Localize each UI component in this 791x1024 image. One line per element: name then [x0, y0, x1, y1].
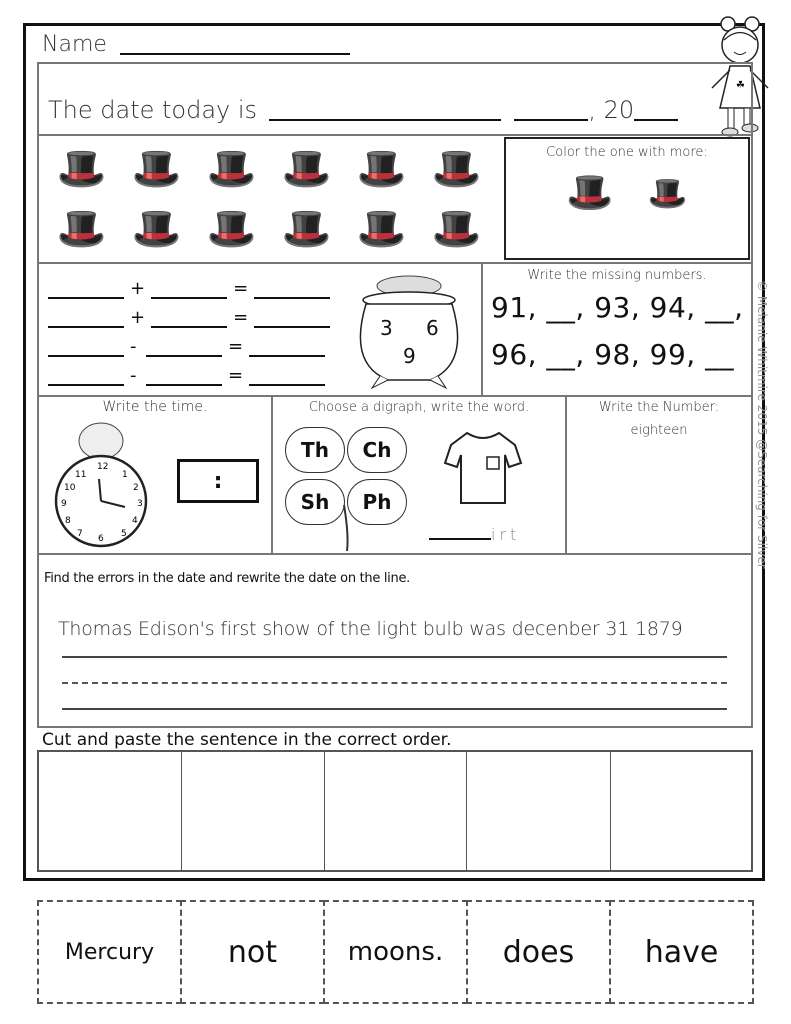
equals: = [228, 336, 244, 357]
sequence-row-1[interactable]: 91, __, 93, 94, __, [491, 291, 744, 324]
name-row [42, 32, 350, 57]
paste-slot-1[interactable] [39, 752, 182, 870]
cut-word: moons. [347, 937, 444, 967]
leprechaun-head-icon[interactable]: 🎩 [647, 174, 688, 212]
day-input-line[interactable] [514, 119, 588, 121]
leprechaun-icon: 🎩 [281, 146, 332, 192]
answer-line[interactable] [48, 326, 124, 328]
copyright-text: © Melanie Whitmire 2015 @Searching for Silver [755, 280, 769, 569]
number-word: eighteen [630, 423, 688, 438]
digraph-option-th[interactable]: Th [285, 427, 345, 473]
leprechaun-icon: 🎩 [56, 146, 107, 192]
number-word-panel [567, 397, 751, 438]
time-answer-box[interactable] [177, 459, 259, 503]
equals: = [233, 278, 249, 299]
pot-of-gold-icon [350, 272, 468, 390]
equation-row [48, 357, 338, 386]
svg-text:6: 6 [98, 534, 104, 544]
cut-word-card[interactable] [37, 900, 182, 1004]
paste-slot-3[interactable] [325, 752, 467, 870]
svg-text:1: 1 [122, 470, 128, 480]
cut-word-card[interactable] [466, 900, 611, 1004]
month-input-line[interactable] [269, 119, 501, 121]
answer-line[interactable] [254, 297, 330, 299]
missing-numbers-instruction: Write the missing numbers. [527, 268, 707, 283]
svg-text:4: 4 [132, 516, 138, 526]
paste-slot-5[interactable] [611, 752, 751, 870]
errors-sentence: Thomas Edison's first show of the light bulb was decenber 31 1879 [58, 618, 683, 640]
leprechaun-icon: 🎩 [281, 206, 332, 252]
leprechaun-icon: 🎩 [56, 206, 107, 252]
sequence-row-2[interactable]: 96, __, 98, 99, __ [491, 338, 735, 371]
digraph-word [429, 525, 520, 544]
cut-word-card[interactable] [323, 900, 468, 1004]
shirt-icon [443, 427, 523, 507]
answer-line[interactable] [151, 326, 227, 328]
time-instruction: Write the time. [102, 399, 208, 415]
time-colon: : [213, 468, 223, 494]
svg-text:2: 2 [133, 483, 139, 493]
equals: = [228, 365, 244, 386]
name-input-line[interactable] [120, 53, 350, 55]
answer-line[interactable] [146, 384, 222, 386]
cut-word-card[interactable] [180, 900, 325, 1004]
svg-text:10: 10 [64, 483, 76, 493]
fact-family-equations [48, 270, 338, 386]
writing-line-top[interactable] [62, 656, 727, 658]
compare-instruction: Color the one with more: [546, 145, 708, 160]
date-row [48, 96, 678, 124]
leprechaun-icon: 🎩 [206, 206, 257, 252]
operator: + [130, 307, 146, 328]
leprechaun-icon: 🎩 [431, 206, 482, 252]
word-suffix: irt [491, 525, 521, 544]
divider [37, 134, 753, 136]
leprechaun-full-icon[interactable]: 🎩 [566, 170, 614, 214]
digraph-answer-line[interactable] [429, 538, 491, 540]
digraph-instruction: Choose a digraph, write the word. [308, 400, 530, 415]
cut-word: Mercury [64, 939, 155, 965]
answer-line[interactable] [146, 355, 222, 357]
year-prefix: , 20 [588, 96, 635, 124]
missing-numbers-panel [483, 264, 751, 371]
pot-of-gold [350, 272, 468, 390]
operator: + [130, 278, 146, 299]
clock-icon [51, 419, 151, 549]
answer-line[interactable] [151, 297, 227, 299]
leprechaun-group [44, 140, 494, 260]
leprechaun-icon: 🎩 [431, 146, 482, 192]
svg-text:9: 9 [61, 499, 67, 509]
clover-icon [281, 425, 407, 551]
leprechaun-icon: 🎩 [131, 206, 182, 252]
digraph-panel [273, 397, 565, 553]
digraph-option-ph[interactable]: Ph [347, 479, 407, 525]
svg-text:5: 5 [121, 529, 127, 539]
pot-number: 9 [403, 344, 416, 368]
cut-paste-instruction: Cut and paste the sentence in the correct order. [42, 730, 452, 750]
svg-text:7: 7 [77, 529, 83, 539]
paste-slot-2[interactable] [182, 752, 325, 870]
writing-line-mid [62, 682, 727, 684]
digraph-option-ch[interactable]: Ch [347, 427, 407, 473]
pot-number: 3 [380, 316, 393, 340]
answer-line[interactable] [48, 297, 124, 299]
errors-instruction: Find the errors in the date and rewrite the date on the line. [44, 571, 410, 586]
answer-line[interactable] [249, 355, 325, 357]
svg-text:3: 3 [137, 499, 143, 509]
paste-slot-4[interactable] [467, 752, 611, 870]
date-label: The date today is [48, 96, 258, 124]
compare-box [504, 137, 750, 260]
answer-line[interactable] [48, 355, 124, 357]
answer-line[interactable] [254, 326, 330, 328]
writing-line-bottom[interactable] [62, 708, 727, 710]
equation-row [48, 299, 338, 328]
cut-word: not [227, 934, 278, 970]
digraph-option-sh[interactable]: Sh [285, 479, 345, 525]
name-label: Name [42, 32, 107, 57]
svg-text:11: 11 [75, 470, 87, 480]
cut-word-card[interactable] [609, 900, 754, 1004]
time-panel [39, 397, 271, 553]
divider [37, 553, 753, 555]
leprechaun-icon: 🎩 [356, 206, 407, 252]
year-input-line[interactable] [634, 119, 678, 121]
equation-row [48, 328, 338, 357]
pot-number: 6 [426, 316, 439, 340]
leprechaun-icon: 🎩 [356, 146, 407, 192]
paste-area [37, 750, 753, 872]
leprechaun-icon: 🎩 [206, 146, 257, 192]
operator: - [130, 365, 137, 386]
number-word-instruction: Write the Number: [598, 400, 720, 415]
svg-text:12: 12 [97, 462, 109, 472]
equals: = [233, 307, 249, 328]
svg-text:☘: ☘ [736, 80, 745, 91]
svg-text:8: 8 [65, 516, 71, 526]
answer-line[interactable] [249, 384, 325, 386]
operator: - [130, 336, 137, 357]
cut-word: have [644, 934, 719, 970]
equation-row [48, 270, 338, 299]
answer-line[interactable] [48, 384, 124, 386]
cut-word: does [502, 934, 575, 970]
leprechaun-icon: 🎩 [131, 146, 182, 192]
